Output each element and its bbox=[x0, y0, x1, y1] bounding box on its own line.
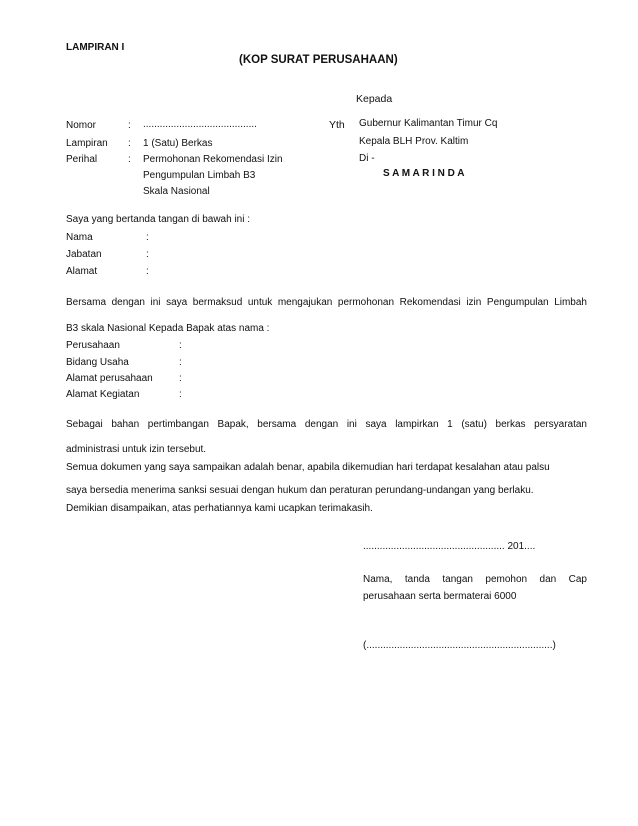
nomor-colon: : bbox=[128, 120, 131, 131]
nomor-label: Nomor bbox=[66, 120, 97, 131]
request-line-2: B3 skala Nasional Kepada Bapak atas nama : bbox=[66, 323, 270, 334]
yth-label: Yth bbox=[329, 119, 345, 131]
nomor-value: ......................................... bbox=[143, 119, 257, 130]
perusahaan-colon: : bbox=[179, 340, 182, 351]
addressee-city: S A M A R I N D A bbox=[383, 168, 465, 179]
signature-note-line-1: Nama, tanda tangan pemohon dan Cap bbox=[363, 574, 587, 585]
bidang-usaha-label: Bidang Usaha bbox=[66, 357, 129, 368]
alamat-perusahaan-label: Alamat perusahaan bbox=[66, 373, 153, 384]
kepada-label: Kepada bbox=[356, 93, 393, 105]
alamat-kegiatan-label: Alamat Kegiatan bbox=[66, 389, 140, 400]
perihal-line-1: Permohonan Rekomendasi Izin bbox=[143, 154, 283, 165]
lampiran-value: 1 (Satu) Berkas bbox=[143, 138, 213, 149]
addressee-line-3: Di - bbox=[359, 153, 375, 164]
perihal-line-3: Skala Nasional bbox=[143, 186, 210, 197]
appendix-label: LAMPIRAN I bbox=[66, 42, 125, 53]
addressee-line-2: Kepala BLH Prov. Kaltim bbox=[359, 136, 469, 147]
jabatan-colon: : bbox=[146, 249, 149, 260]
alamat-perusahaan-colon: : bbox=[179, 373, 182, 384]
jabatan-label: Jabatan bbox=[66, 249, 102, 260]
closing-p1-line-2: administrasi untuk izin tersebut. bbox=[66, 444, 207, 455]
perusahaan-label: Perusahaan bbox=[66, 340, 120, 351]
signer-intro: Saya yang bertanda tangan di bawah ini : bbox=[66, 214, 251, 225]
bidang-usaha-colon: : bbox=[179, 357, 182, 368]
alamat-colon: : bbox=[146, 266, 149, 277]
date-line: ................................................... 201.... bbox=[363, 541, 536, 552]
perihal-colon: : bbox=[128, 154, 131, 165]
closing-p2-line-1: Semua dokumen yang saya sampaikan adalah benar, apabila dikemudian hari terdapat kesalahan atau palsu bbox=[66, 462, 550, 473]
perihal-label: Perihal bbox=[66, 154, 98, 165]
letterhead-title: (KOP SURAT PERUSAHAAN) bbox=[239, 54, 398, 66]
signature-name-line: (...................................................................) bbox=[363, 640, 556, 651]
addressee-line-1: Gubernur Kalimantan Timur Cq bbox=[359, 118, 498, 129]
closing-p2-line-2: saya bersedia menerima sanksi sesuai dengan hukum dan peraturan perundang-undangan yang berlaku. bbox=[66, 485, 534, 496]
request-line-1: Bersama dengan ini saya bermaksud untuk mengajukan permohonan Rekomendasi izin Pengumpulan Limbah bbox=[66, 297, 587, 308]
nama-label: Nama bbox=[66, 232, 93, 243]
perihal-line-2: Pengumpulan Limbah B3 bbox=[143, 170, 256, 181]
closing-p3: Demikian disampaikan, atas perhatiannya kami ucapkan terimakasih. bbox=[66, 503, 373, 514]
alamat-label: Alamat bbox=[66, 266, 98, 277]
lampiran-colon: : bbox=[128, 138, 131, 149]
lampiran-label: Lampiran bbox=[66, 138, 108, 149]
alamat-kegiatan-colon: : bbox=[179, 389, 182, 400]
signature-note-line-2: perusahaan serta bermaterai 6000 bbox=[363, 591, 517, 602]
closing-p1-line-1: Sebagai bahan pertimbangan Bapak, bersama dengan ini saya lampirkan 1 (satu) berkas persyaratan bbox=[66, 419, 587, 430]
nama-colon: : bbox=[146, 232, 149, 243]
